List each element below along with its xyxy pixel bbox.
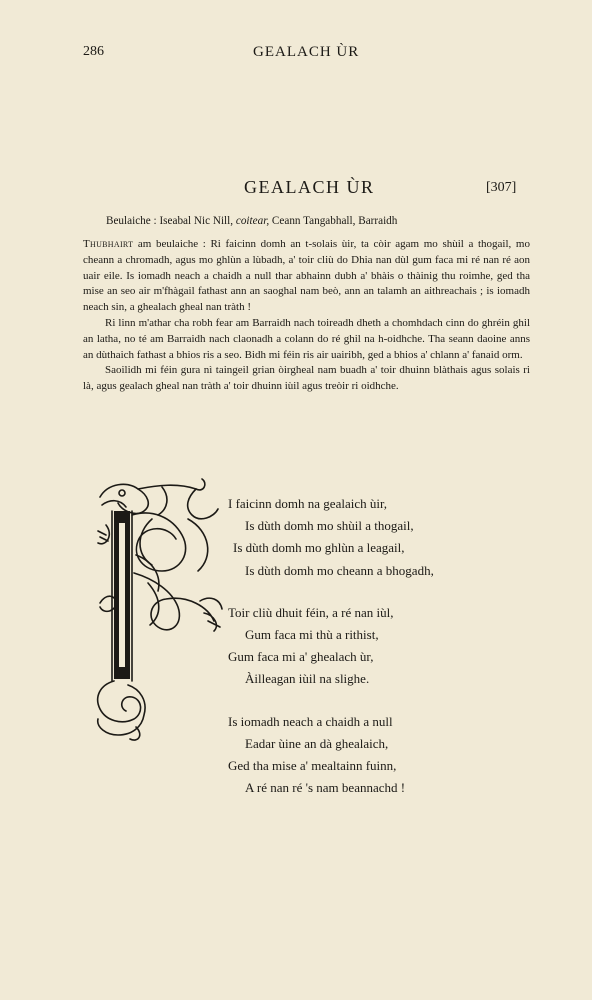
running-title: GEALACH ÙR <box>253 44 360 60</box>
informant-line <box>106 215 397 227</box>
poem-line: Àilleagan iùil na slighe. <box>245 671 370 687</box>
small-caps-lead: Thubhairt <box>83 238 134 250</box>
poem-line: Gum faca mi a' ghealach ùr, <box>228 649 374 665</box>
poem-line: Is iomadh neach a chaidh a null <box>228 713 393 729</box>
poem <box>228 493 434 819</box>
informant-place: Ceann Tangabhall, Barraidh <box>271 215 398 227</box>
poem-line: Is dùth domh mo ghlùn a leagail, <box>233 540 405 556</box>
prose-paragraph: Saoilidh mi féin gura nì taingeil grian òirgheal nam buadh a' toir dhuinn blàthais agus solais ri là, agus gealach gheal nan tràth a' toir dhuinn iùil agus treòir ri oidhche. <box>83 364 530 393</box>
running-header <box>0 44 592 64</box>
informant-label: Beulaiche : <box>106 215 157 227</box>
poem-line: Gum faca mi thù a rithist, <box>245 627 379 643</box>
poem-stanza <box>228 602 434 691</box>
poem-line: A ré nan ré 's nam beannachd ! <box>245 780 406 796</box>
celtic-knotwork-initial-I-icon <box>92 475 227 745</box>
prose-paragraph: Ri linn m'athar cha robh fear am Barraidh nach toireadh dheth a chomhdach cinn do ghréin ghil an latha, no té am Barraidh nach claonadh a colann do ré ghil na h-oidhche. Tha seann daoine anns an dùthaich fathast a bhios ris a seo. Bidh mi féin ris air uairibh, ged a bhios a' chlann a' fanaid orm. <box>83 316 530 361</box>
informant-name: Iseabal Nic Nill, <box>159 215 234 227</box>
paragraph-text: am beulaiche : Ri faicinn domh an t-solais ùir, ta còir agam mo shùil a thogail, mo cheann a chromadh, agus mo ghlùn a lùbadh, a' toir cliù do Dhia nan dùl gum faca mi ré nan ré aon uair eile. Is iomadh neach a chaidh a null thar abhainn dubh a' bhàis o thàinig thu roimhe, ged tha mise an seo air m'fhàgail fathast ann an saoghal nam beò, ann an talamh an aithreachais ; is iomadh neach sin, a ghealach gheal nan tràth ! <box>83 238 530 314</box>
prose-paragraph <box>83 237 530 316</box>
poem-stanza <box>228 493 434 582</box>
poem-line: Ged tha mise a' mealtainn fuinn, <box>228 758 397 774</box>
page-number: 286 <box>83 44 104 59</box>
section-title: GEALACH ÙR <box>244 177 375 197</box>
poem-line: I faicinn domh na gealaich ùir, <box>228 496 388 511</box>
poem-line: Toir cliù dhuit féin, a ré nan iùl, <box>228 604 394 620</box>
informant-role: coitear, <box>235 215 270 227</box>
section-number: [307] <box>486 180 517 195</box>
prose-body <box>83 237 530 395</box>
poem-line: Is dùth domh mo cheann a bhogadh, <box>245 562 434 578</box>
poem-line: Is dùth domh mo shùil a thogail, <box>245 518 414 534</box>
poem-line: Eadar ùine an dà ghealaich, <box>245 735 389 751</box>
poem-stanza <box>228 711 434 800</box>
